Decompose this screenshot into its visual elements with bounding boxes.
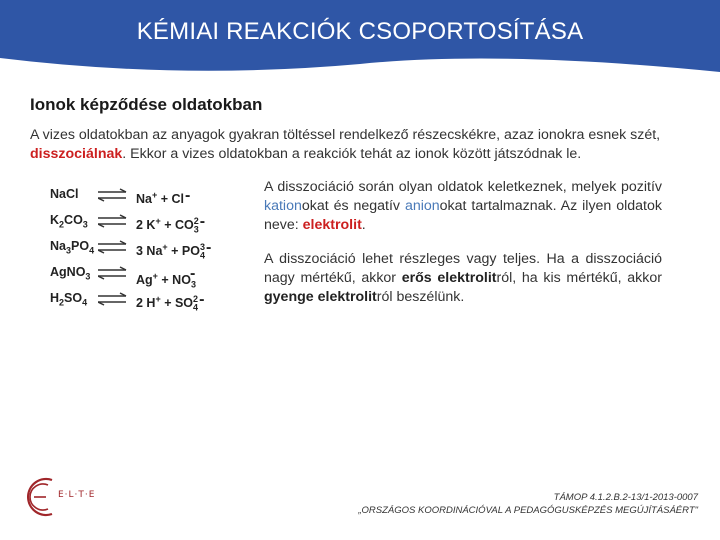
equation-lhs: $K_2CO_3$ xyxy=(50,213,88,230)
equation-lhs: $Na_3PO_4$ xyxy=(50,239,95,256)
equation-rhs: 3 $Na^+ + PO_4^3-$ xyxy=(136,239,212,261)
equilibrium-arrow-icon xyxy=(98,292,128,306)
footer-project-slogan: „ORSZÁGOS KOORDINÁCIÓVAL A PEDAGÓGUSKÉPZÉS MEGÚJÍTÁSÁÉRT" xyxy=(358,505,698,516)
equation-row xyxy=(50,187,270,207)
footer-project-info xyxy=(358,491,698,517)
equation-row xyxy=(50,239,270,259)
electrolyte-definition-paragraph: A disszociáció során olyan oldatok keletkeznek, melyek pozitív kationokat és negatív anionokat tartalmaznak. Az ilyen oldatok neve: elektrolit. xyxy=(264,179,662,233)
page-title: KÉMIAI REAKCIÓK CSOPORTOSÍTÁSA xyxy=(136,18,584,45)
kation-term: kation xyxy=(264,198,302,214)
section-subtitle: Ionok képződése oldatokban xyxy=(30,95,263,114)
equation-rhs: Na+ + Cl- xyxy=(136,187,191,206)
equation-rhs: 2 $K^+ + CO_3^2-$ xyxy=(136,213,206,235)
intro-text-2: . Ekkor a vizes oldatokban a reakciók tehát az ionok között játszódnak le. xyxy=(122,146,582,162)
equilibrium-arrow-icon xyxy=(98,188,128,202)
equation-row xyxy=(50,291,270,311)
equilibrium-arrow-icon xyxy=(98,214,128,228)
equation-rhs: $Ag^+ + NO_3-$ xyxy=(136,265,196,290)
equation-row xyxy=(50,265,270,290)
equation-rhs: 2 $H^+ + SO_4^2-$ xyxy=(136,291,205,313)
equation-lhs: NaCl xyxy=(50,187,79,201)
weak-electrolyte-term: gyenge elektrolit xyxy=(264,289,377,305)
equilibrium-arrow-icon xyxy=(98,240,128,254)
intro-paragraph xyxy=(30,126,670,164)
equation-lhs: AgNO$_3$ xyxy=(50,265,91,282)
elte-logo xyxy=(22,474,102,520)
equation-lhs: $H_2SO_4$ xyxy=(50,291,88,308)
logo-text: E·L·T·E xyxy=(58,490,96,500)
strong-electrolyte-term: erős elektrolit xyxy=(401,270,497,286)
footer-project-code: TÁMOP 4.1.2.B.2-13/1-2013-0007 xyxy=(553,492,698,503)
elektrolit-term: elektrolit xyxy=(302,217,362,233)
intro-highlight: disszociálnak xyxy=(30,146,123,162)
anion-term: anion xyxy=(404,198,440,214)
equilibrium-arrow-icon xyxy=(98,266,128,280)
dissociation-degree-paragraph: A disszociáció lehet részleges vagy teljes. Ha a disszociáció nagy mértékű, akkor erős elektrolitról, ha kis mértékű, akkor gyenge elektrolitról beszélünk. xyxy=(264,251,662,305)
header-banner xyxy=(0,0,720,72)
intro-text-1: A vizes oldatokban az anyagok gyakran töltéssel rendelkező részecskékre, azaz ionokra esnek szét, xyxy=(30,127,661,143)
equation-row xyxy=(50,213,270,233)
